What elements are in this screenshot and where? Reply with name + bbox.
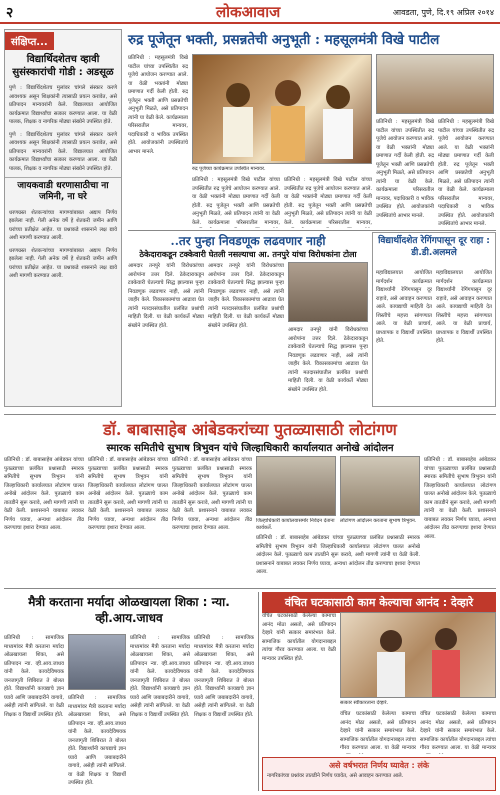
story6-photo-figures	[341, 613, 496, 698]
story5-column-3: प्रतिनिधी : सामाजिक माध्यमांवर मैत्री करताना मर्यादा ओळखायला शिका, असे प्रतिपादन न्या. व्ही.आय.जाधव यांनी केले. कायदेविषयक जनजागृती शिबिरात ते बोलत होते. विद्यार्थ्यांनी कायद्याचे ज्ञान घ्यावे आणि जबाबदारीने वागावे, असेही त्यांनी सांगितले. या वेळी शिक्षक व विद्यार्थी उपस्थित होते.	[130, 635, 190, 718]
story5-headline: मैत्री करताना मर्यादा ओळखायला शिका : न्या. व्ही.आय.जाधव	[28, 595, 230, 626]
story2-column-1: आमदार तनपुरे यांनी विरोधकांच्या आरोपांना उत्तर दिले. ठेकेदाराकडून टक्केवारी घेतल्याचे सिद्ध झाल्यास पुन्हा निवडणूक लढवणार नाही, असे त्यांनी जाहीर केले. विकासकामांचा आढावा घेत त्यांनी मतदारसंघातील प्रलंबित प्रश्नांची माहिती दिली. या वेळी कार्यकर्ते मोठ्या संख्येने उपस्थित होते.	[128, 263, 204, 329]
sidebar-text-1: पुणे : विद्यार्थिदशेतच मुलांवर चांगले संस्कार करणे आवश्यक असून शिक्षकांनी त्यासाठी प्रयत्न करावेत, असे प्रतिपादन मान्यवरांनी केले. विद्यालयात आयोजित कार्यक्रमात विद्यार्थ्यांचा सत्कार करण्यात आला. या वेळी पालक, शिक्षक व नागरिक मोठ्या संख्येने उपस्थित होते.	[9, 85, 117, 125]
story1-photo	[192, 54, 372, 164]
story1-photo-figures	[193, 55, 372, 164]
story2-photo	[288, 262, 368, 322]
page-number: २	[6, 5, 14, 21]
sidebar-text-1b: पुणे : विद्यार्थिदशेतच मुलांवर चांगले संस्कार करणे आवश्यक असून शिक्षकांनी त्यासाठी प्रयत्न करावेत, असे प्रतिपादन मान्यवरांनी केले. विद्यालयात आयोजित कार्यक्रमात विद्यार्थ्यांचा सत्कार करण्यात आला. या वेळी पालक, शिक्षक व नागरिक मोठ्या संख्येने उपस्थित होते.	[9, 131, 117, 172]
story5-column-1: प्रतिनिधी : सामाजिक माध्यमांवर मैत्री करताना मर्यादा ओळखायला शिका, असे प्रतिपादन न्या. व्ही.आय.जाधव यांनी केले. कायदेविषयक जनजागृती शिबिरात ते बोलत होते. विद्यार्थ्यांनी कायद्याचे ज्ञान घ्यावे आणि जबाबदारीने वागावे, असेही त्यांनी सांगितले. या वेळी शिक्षक व विद्यार्थी उपस्थित होते.	[4, 635, 64, 718]
story5-photo	[68, 634, 126, 690]
story1-headline: रुद्र पूजेतून भक्ती, प्रसन्नतेची अनुभूती : महसूलमंत्री विखे पाटील	[128, 32, 440, 48]
divider	[4, 588, 496, 589]
story3-column-2: महाविद्यालयात आयोजित मार्गदर्शन कार्यक्रमात विद्यार्थ्यांनी रेगिंगपासून दूर राहावे, असे आवाहन करण्यात आले. कायद्याची माहिती देत शिस्तीचे महत्त्व सांगण्यात आले. या वेळी प्राचार्य, प्राध्यापक व विद्यार्थी उपस्थित होते.	[436, 270, 492, 344]
story3-box	[372, 232, 496, 407]
story1-column-5: प्रतिनिधी : महसूलमंत्री विखे पाटील यांच्या उपस्थितीत रुद्र पूजेचे आयोजन करण्यात आले. या वेळी भक्तांनी मोठ्या प्रमाणात गर्दी केली होती. रुद्र पूजेतून भक्ती आणि प्रसन्नतेची अनुभूती मिळते, असे प्रतिपादन त्यांनी या वेळी केले. कार्यक्रमाला परिसरातील मान्यवर, पदाधिकारी व भाविक उपस्थित होते. आयोजकांनी उपस्थितांचे आभार मानले.	[438, 119, 494, 227]
sidebar-text-2b: धरणग्रस्त शेतकऱ्यांच्या मागण्यांबाबत अद्याप निर्णय झालेला नाही. गेली अनेक वर्षे हे शेतकरी जमीन आणि घरांच्या प्रतीक्षेत आहेत. या प्रश्नाकडे शासनाने लक्ष द्यावे अशी मागणी करण्यात आली.	[9, 247, 117, 279]
story1-photo-2	[376, 54, 494, 114]
story1-column-2: प्रतिनिधी : महसूलमंत्री विखे पाटील यांच्या उपस्थितीत रुद्र पूजेचे आयोजन करण्यात आले. या वेळी भक्तांनी मोठ्या प्रमाणात गर्दी केली होती. रुद्र पूजेतून भक्ती आणि प्रसन्नतेची अनुभूती मिळते, असे प्रतिपादन त्यांनी या वेळी केले. कार्यक्रमाला परिसरातील मान्यवर,	[192, 177, 280, 226]
story2-subhead: ठेकेदाराकडून टक्केवारी घेतली नसल्याचा आ. तनपुरे यांचा विरोधकांना टोला	[139, 250, 357, 259]
divider	[4, 414, 496, 415]
story3-headline: विद्यार्थीदशेत रेगिंगपासून दूर राहा : डी.डी.अलमले	[378, 236, 490, 258]
sidebar-label: संक्षिप्त...	[5, 32, 54, 50]
story6-column-1: वंचित घटकांसाठी केलेल्या कामाचा आनंद मोठा असतो, असे प्रतिपादन देव्हारे यांनी सत्कार समारंभात केले. सामाजिक कार्यातील योगदानाबद्दल त्यांचा गौरव करण्यात आला. या वेळी मान्यवर उपस्थित होते.	[262, 613, 336, 662]
story6-photo	[340, 612, 496, 698]
sidebar-text-2: धरणग्रस्त शेतकऱ्यांच्या मागण्यांबाबत अद्याप निर्णय झालेला नाही. गेली अनेक वर्षे हे शेतकरी जमीन आणि घरांच्या प्रतीक्षेत आहेत. या प्रश्नाकडे शासनाने लक्ष द्यावे अशी मागणी करण्यात आली.	[9, 209, 117, 241]
divider	[128, 230, 496, 231]
sidebar-headline-2: जायकवाडी धरणासाठीचा ना जमिनी, ना घरे	[5, 177, 121, 207]
sidebar-headline-1: विद्यार्थिदशेतच व्हावी सुसंस्कारांची गोडी : अडसूळ	[12, 54, 114, 78]
masthead	[0, 0, 500, 24]
story6-column-3: वंचित घटकांसाठी केलेल्या कामाचा आनंद मोठा असतो, असे प्रतिपादन देव्हारे यांनी सत्कार समारंभात केले. सामाजिक कार्यातील योगदानाबद्दल त्यांचा गौरव करण्यात आला. या वेळी मान्यवर	[420, 711, 496, 751]
story4-column-4: प्रतिनिधी : डॉ. बाबासाहेब आंबेडकर यांच्या पुतळ्याच्या प्रलंबित प्रश्नासाठी स्मारक समितीचे सुभाष त्रिभुवन यांनी जिल्हाधिकारी कार्यालयात लोटांगण घालत अनोखे आंदोलन केले. पुतळ्याचे काम तातडीने सुरू करावे, अशी मागणी त्यांनी या वेळी केली. प्रशासनाने याबाबत लवकर निर्णय घ्यावा, अन्यथा आंदोलन तीव्र करण्याचा इशारा देण्यात आला.	[256, 535, 420, 575]
story6-headline: वंचित घटकासाठी काम केल्याचा आनंद : देव्हारे	[262, 592, 496, 613]
story4-headline: डॉ. बाबासाहेब आंबेडकरांच्या पुतळ्यासाठी लोटांगण	[103, 420, 397, 439]
footer-news-text: नागरिकांच्या प्रश्नांवर तातडीने निर्णय घ्यावेत, असे आवाहन करण्यात आले.	[267, 773, 404, 779]
news-brief-sidebar	[4, 29, 122, 407]
story4-subhead: स्मारक समितीचे सुभाष त्रिभुवन यांचे जिल्हाधिकारी कार्यालयात अनोखे आंदोलन	[106, 443, 394, 454]
story4-caption-2: लोटांगण आंदोलन करताना सुभाष त्रिभुवन.	[340, 518, 417, 524]
story4-column-5: प्रतिनिधी : डॉ. बाबासाहेब आंबेडकर यांच्या पुतळ्याच्या प्रलंबित प्रश्नासाठी स्मारक समितीचे सुभाष त्रिभुवन यांनी जिल्हाधिकारी कार्यालयात लोटांगण घालत अनोखे आंदोलन केले. पुतळ्याचे काम तातडीने सुरू करावे, अशी मागणी त्यांनी या वेळी केली. प्रशासनाने याबाबत लवकर निर्णय घ्यावा, अन्यथा आंदोलन तीव्र करण्याचा इशारा देण्यात आला.	[424, 457, 496, 540]
newspaper-logo: लोकआवाज	[216, 3, 281, 21]
story1-caption: रुद्र पूजेच्या कार्यक्रमात उपस्थित मान्यवर.	[192, 166, 266, 172]
story5-column-2: प्रतिनिधी : सामाजिक माध्यमांवर मैत्री करताना मर्यादा ओळखायला शिका, असे प्रतिपादन न्या. व्ही.आय.जाधव यांनी केले. कायदेविषयक जनजागृती शिबिरात ते बोलत होते. विद्यार्थ्यांनी कायद्याचे ज्ञान घ्यावे आणि जबाबदारीने वागावे, असेही त्यांनी सांगितले. या वेळी शिक्षक व विद्यार्थी उपस्थित होते.	[68, 695, 126, 786]
story4-column-2: प्रतिनिधी : डॉ. बाबासाहेब आंबेडकर यांच्या पुतळ्याच्या प्रलंबित प्रश्नासाठी स्मारक समितीचे सुभाष त्रिभुवन यांनी जिल्हाधिकारी कार्यालयात लोटांगण घालत अनोखे आंदोलन केले. पुतळ्याचे काम तातडीने सुरू करावे, अशी मागणी त्यांनी या वेळी केली. प्रशासनाने याबाबत लवकर निर्णय घ्यावा, अन्यथा आंदोलन तीव्र करण्याचा इशारा देण्यात आला.	[88, 457, 168, 531]
story4-column-3: प्रतिनिधी : डॉ. बाबासाहेब आंबेडकर यांच्या पुतळ्याच्या प्रलंबित प्रश्नासाठी स्मारक समितीचे सुभाष त्रिभुवन यांनी जिल्हाधिकारी कार्यालयात लोटांगण घालत अनोखे आंदोलन केले. पुतळ्याचे काम तातडीने सुरू करावे, अशी मागणी त्यांनी या वेळी केली. प्रशासनाने याबाबत लवकर निर्णय घ्यावा, अन्यथा आंदोलन तीव्र करण्याचा इशारा देण्यात आला.	[172, 457, 252, 531]
story1-column-3: प्रतिनिधी : महसूलमंत्री विखे पाटील यांच्या उपस्थितीत रुद्र पूजेचे आयोजन करण्यात आले. या वेळी भक्तांनी मोठ्या प्रमाणात गर्दी केली होती. रुद्र पूजेतून भक्ती आणि प्रसन्नतेची अनुभूती मिळते, असे प्रतिपादन त्यांनी या वेळी केले. कार्यक्रमाला परिसरातील मान्यवर,	[284, 177, 372, 226]
story4-photo-2	[340, 456, 420, 516]
story1-column-4: प्रतिनिधी : महसूलमंत्री विखे पाटील यांच्या उपस्थितीत रुद्र पूजेचे आयोजन करण्यात आले. या वेळी भक्तांनी मोठ्या प्रमाणात गर्दी केली होती. रुद्र पूजेतून भक्ती आणि प्रसन्नतेची अनुभूती मिळते, असे प्रतिपादन त्यांनी या वेळी केले. कार्यक्रमाला परिसरातील मान्यवर, पदाधिकारी व भाविक उपस्थित होते. आयोजकांनी उपस्थितांचे आभार मानले.	[376, 119, 434, 219]
story2-headline: ..तर पुन्हा निवडणूक लढवणार नाही	[170, 234, 326, 248]
footer-news-title: असे वर्षभरात निर्णय घ्यावेत : लंके	[328, 761, 430, 770]
story2-column-3: आमदार तनपुरे यांनी विरोधकांच्या आरोपांना उत्तर दिले. ठेकेदाराकडून टक्केवारी घेतल्याचे सिद्ध झाल्यास पुन्हा निवडणूक लढवणार नाही, असे त्यांनी जाहीर केले. विकासकामांचा आढावा घेत त्यांनी मतदारसंघातील प्रलंबित प्रश्नांची माहिती दिली. या वेळी कार्यकर्ते मोठ्या संख्येने उपस्थित होते.	[288, 327, 368, 393]
story5-column-4: प्रतिनिधी : सामाजिक माध्यमांवर मैत्री करताना मर्यादा ओळखायला शिका, असे प्रतिपादन न्या. व्ही.आय.जाधव यांनी केले. कायदेविषयक जनजागृती शिबिरात ते बोलत होते. विद्यार्थ्यांनी कायद्याचे ज्ञान घ्यावे आणि जबाबदारीने वागावे, असेही त्यांनी सांगितले. या वेळी शिक्षक व विद्यार्थी उपस्थित होते.	[194, 635, 254, 718]
story1-column-1: प्रतिनिधी : महसूलमंत्री विखे पाटील यांच्या उपस्थितीत रुद्र पूजेचे आयोजन करण्यात आले. या वेळी भक्तांनी मोठ्या प्रमाणात गर्दी केली होती. रुद्र पूजेतून भक्ती आणि प्रसन्नतेची अनुभूती मिळते, असे प्रतिपादन त्यांनी या वेळी केले. कार्यक्रमाला परिसरातील मान्यवर, पदाधिकारी व भाविक उपस्थित होते. आयोजकांनी उपस्थितांचे आभार मानले.	[128, 55, 188, 155]
dateline: आवडता, पुणे, दि.१९ अप्रिल २०१४	[392, 8, 494, 17]
story2-column-2: आमदार तनपुरे यांनी विरोधकांच्या आरोपांना उत्तर दिले. ठेकेदाराकडून टक्केवारी घेतल्याचे सिद्ध झाल्यास पुन्हा निवडणूक लढवणार नाही, असे त्यांनी जाहीर केले. विकासकामांचा आढावा घेत त्यांनी मतदारसंघातील प्रलंबित प्रश्नांची माहिती दिली. या वेळी कार्यकर्ते मोठ्या संख्येने उपस्थित होते.	[208, 263, 284, 329]
story6-caption: सत्कार स्वीकारताना देव्हारे.	[340, 700, 389, 706]
column-divider	[258, 592, 259, 791]
footer-news-box	[262, 757, 496, 791]
story4-column-1: प्रतिनिधी : डॉ. बाबासाहेब आंबेडकर यांच्या पुतळ्याच्या प्रलंबित प्रश्नासाठी स्मारक समितीचे सुभाष त्रिभुवन यांनी जिल्हाधिकारी कार्यालयात लोटांगण घालत अनोखे आंदोलन केले. पुतळ्याचे काम तातडीने सुरू करावे, अशी मागणी त्यांनी या वेळी केली. प्रशासनाने याबाबत लवकर निर्णय घ्यावा, अन्यथा आंदोलन तीव्र करण्याचा इशारा देण्यात आला.	[4, 457, 84, 531]
story3-column-1: महाविद्यालयात आयोजित मार्गदर्शन कार्यक्रमात विद्यार्थ्यांनी रेगिंगपासून दूर राहावे, असे आवाहन करण्यात आले. कायद्याची माहिती देत शिस्तीचे महत्त्व सांगण्यात आले. या वेळी प्राचार्य, प्राध्यापक व विद्यार्थी उपस्थित होते.	[376, 270, 432, 344]
story4-photo-1	[256, 456, 336, 516]
story4-caption-1: जिल्हाधिकारी कार्यालयासमोर निवेदन देताना कार्यकर्ते.	[256, 518, 335, 531]
story6-column-2: वंचित घटकांसाठी केलेल्या कामाचा आनंद मोठा असतो, असे प्रतिपादन देव्हारे यांनी सत्कार समारंभात केले. सामाजिक कार्यातील योगदानाबद्दल त्यांचा गौरव करण्यात आला. या वेळी मान्यवर	[340, 711, 416, 751]
